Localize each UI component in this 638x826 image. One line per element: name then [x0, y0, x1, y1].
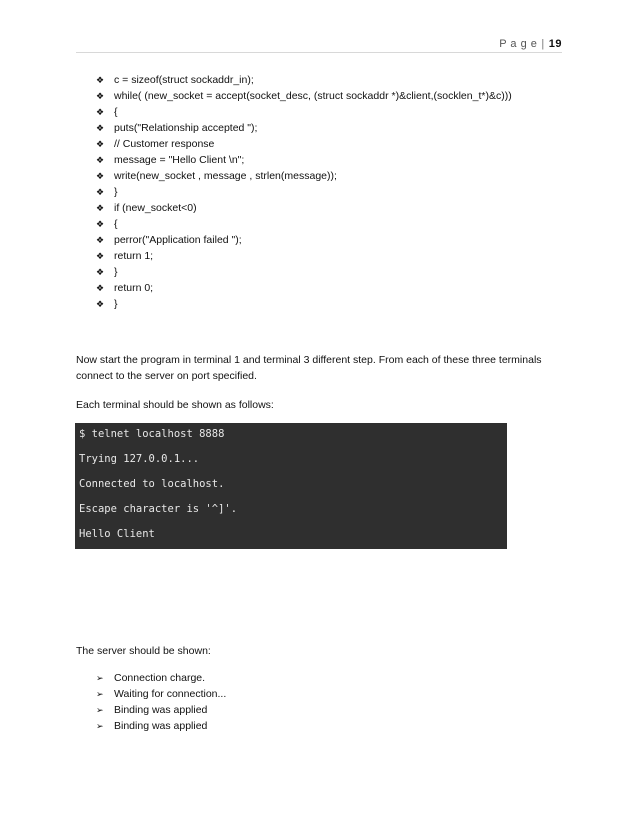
code-line: {: [114, 218, 118, 230]
terminal-line: Hello Client: [79, 528, 155, 540]
code-line: {: [114, 106, 118, 118]
terminal-output: [75, 423, 507, 549]
diamond-bullet-icon: ❖: [96, 75, 105, 85]
code-line: c = sizeof(struct sockaddr_in);: [114, 74, 254, 86]
code-line: // Customer response: [114, 138, 215, 150]
diamond-bullet-icon: ❖: [96, 283, 105, 293]
diamond-bullet-icon: ❖: [96, 219, 105, 229]
code-line: perror("Application failed ");: [114, 234, 242, 246]
terminal-intro: Each terminal should be shown as follows:: [76, 399, 274, 411]
list-item: [96, 216, 512, 232]
terminal-line: Trying 127.0.0.1...: [79, 453, 200, 465]
code-line: }: [114, 298, 118, 310]
list-item: [96, 88, 512, 104]
code-bullet-list: [96, 72, 512, 312]
list-item: [96, 232, 512, 248]
diamond-bullet-icon: ❖: [96, 235, 105, 245]
terminal-line: Escape character is '^]'.: [79, 503, 238, 515]
list-item: [96, 200, 512, 216]
list-item: [96, 248, 512, 264]
code-line: while( (new_socket = accept(socket_desc, (struct sockaddr *)&client,(socklen_t*)&c))): [114, 90, 512, 102]
diamond-bullet-icon: ❖: [96, 91, 105, 101]
diamond-bullet-icon: ❖: [96, 187, 105, 197]
diamond-bullet-icon: ❖: [96, 299, 105, 309]
page-label: P a g e: [499, 38, 538, 50]
arrow-bullet-icon: ➢: [96, 705, 104, 715]
list-item: [96, 72, 512, 88]
list-item: [96, 136, 512, 152]
code-line: return 1;: [114, 250, 154, 262]
code-line: if (new_socket<0): [114, 202, 197, 214]
diamond-bullet-icon: ❖: [96, 251, 105, 261]
code-line: message = "Hello Client \n";: [114, 154, 245, 166]
list-item: [96, 184, 512, 200]
server-line: Binding was applied: [114, 704, 208, 716]
list-item: [96, 152, 512, 168]
diamond-bullet-icon: ❖: [96, 139, 105, 149]
list-item: [96, 702, 226, 718]
list-item: [96, 168, 512, 184]
page-header: [499, 38, 562, 50]
intro-paragraph: Now start the program in terminal 1 and terminal 3 different step. From each of these three terminals connect to the server on port specified.: [76, 354, 542, 382]
list-item: [96, 120, 512, 136]
code-line: puts("Relationship accepted ");: [114, 122, 258, 134]
code-line: write(new_socket , message , strlen(message));: [114, 170, 337, 182]
server-line: Waiting for connection...: [114, 688, 227, 700]
arrow-bullet-icon: ➢: [96, 689, 104, 699]
diamond-bullet-icon: ❖: [96, 267, 105, 277]
diamond-bullet-icon: ❖: [96, 155, 105, 165]
diamond-bullet-icon: ❖: [96, 123, 105, 133]
server-line: Connection charge.: [114, 672, 206, 684]
list-item: [96, 264, 512, 280]
terminal-line: Connected to localhost.: [79, 478, 225, 490]
header-separator: |: [541, 38, 545, 50]
page-number: 19: [548, 38, 562, 50]
arrow-bullet-icon: ➢: [96, 721, 104, 731]
header-rule: [76, 52, 562, 53]
list-item: [96, 718, 226, 734]
server-intro: The server should be shown:: [76, 645, 211, 657]
list-item: [96, 296, 512, 312]
diamond-bullet-icon: ❖: [96, 171, 105, 181]
diamond-bullet-icon: ❖: [96, 107, 105, 117]
terminal-line: $ telnet localhost 8888: [79, 428, 225, 440]
list-item: [96, 670, 226, 686]
code-line: }: [114, 186, 118, 198]
list-item: [96, 104, 512, 120]
server-bullet-list: [96, 670, 226, 734]
diamond-bullet-icon: ❖: [96, 203, 105, 213]
arrow-bullet-icon: ➢: [96, 673, 104, 683]
code-line: return 0;: [114, 282, 154, 294]
list-item: [96, 280, 512, 296]
server-line: Binding was applied: [114, 720, 208, 732]
list-item: [96, 686, 226, 702]
code-line: }: [114, 266, 118, 278]
